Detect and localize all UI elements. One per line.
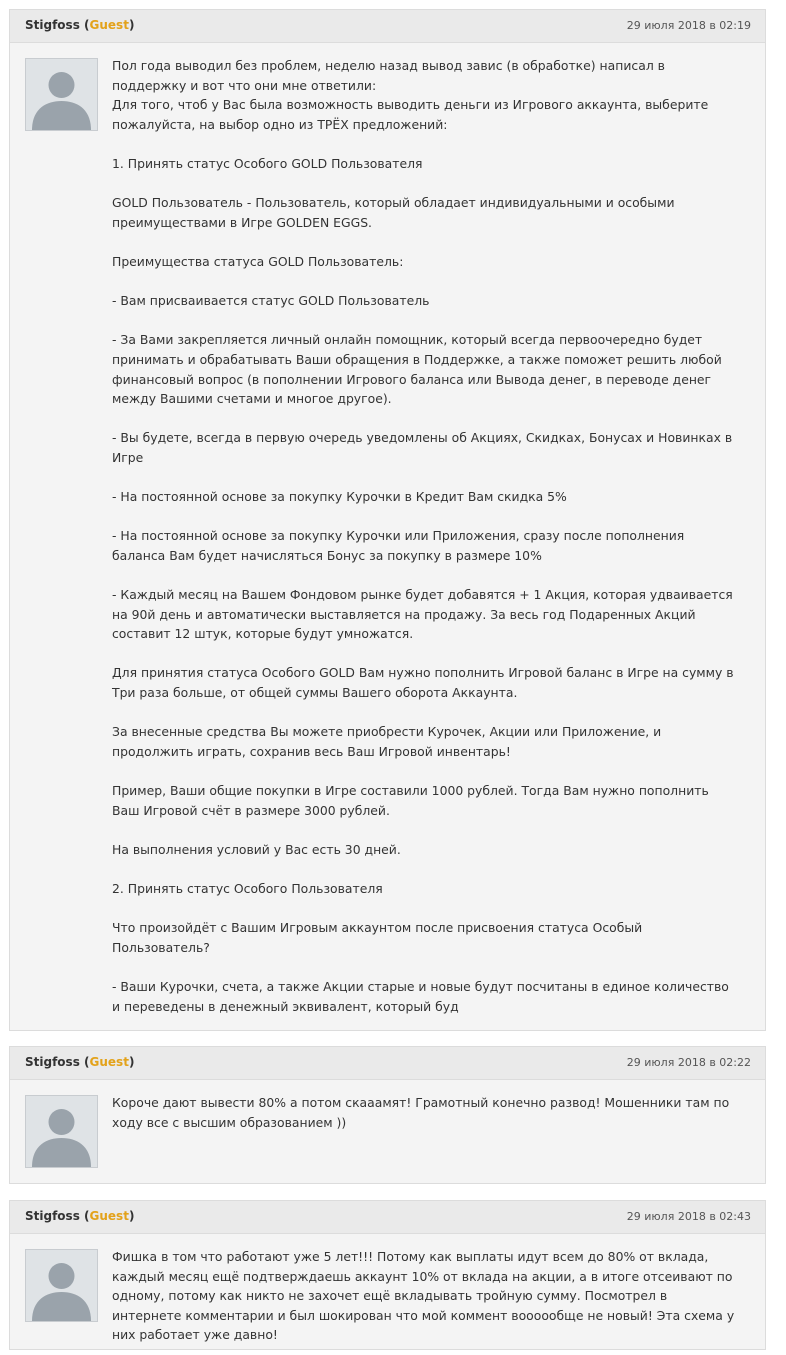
comment-post: [9, 9, 766, 1031]
post-header: [10, 1201, 765, 1234]
text-line: [112, 565, 749, 585]
text-line: Ваш Игровой счёт в размере 3000 рублей.: [112, 802, 390, 818]
text-line: [112, 820, 749, 840]
text-line: между Вашими счетами и многое другое).: [112, 391, 392, 407]
avatar[interactable]: [25, 1249, 98, 1322]
text-line: - Вы будете, всегда в первую очередь уведомлены об Акциях, Скидках, Бонусах и Новинках в: [112, 430, 733, 446]
user-role: Guest: [89, 1055, 129, 1069]
text-line: [112, 272, 749, 292]
author-name[interactable]: Stigfoss (Guest): [25, 18, 135, 32]
post-header: [10, 10, 765, 43]
text-line: составит 12 штук, которые будут умножатся.: [112, 626, 414, 642]
avatar[interactable]: [25, 1095, 98, 1168]
user-role: Guest: [89, 1209, 129, 1223]
comment-post: [9, 1200, 766, 1350]
text-line: поддержку и вот что они мне ответили:: [112, 77, 377, 93]
text-line: Пример, Ваши общие покупки в Игре составили 1000 рублей. Тогда Вам нужно пополнить: [112, 782, 709, 798]
post-date: 29 июля 2018 в 02:22: [626, 1056, 751, 1069]
avatar[interactable]: [25, 58, 98, 131]
text-line: Пол года выводил без проблем, неделю назад вывод завис (в обработке) написал в: [112, 58, 665, 73]
author-name[interactable]: Stigfoss (Guest): [25, 1055, 135, 1069]
text-line: - Ваши Курочки, счета, а также Акции старые и новые будут посчитаны в единое количество: [112, 978, 729, 994]
text-line: Что произойдёт с Вашим Игровым аккаунтом после присвоения статуса Особый: [112, 920, 643, 936]
text-line: GOLD Пользователь - Пользователь, который обладает индивидуальными и особыми: [112, 195, 675, 211]
post-text: [112, 1247, 749, 1345]
text-line: интернете комментарии и был шокирован что мой коммент воооообще не новый! Эта схема у: [112, 1307, 735, 1323]
text-line: 1. Принять статус Особого GOLD Пользователя: [112, 155, 423, 171]
text-line: [112, 134, 749, 154]
text-line: - На постоянной основе за покупку Курочки в Кредит Вам скидка 5%: [112, 489, 567, 505]
text-line: - За Вами закрепляется личный онлайн помощник, который всегда первоочередно будет: [112, 332, 703, 348]
text-line: Для принятия статуса Особого GOLD Вам нужно пополнить Игровой баланс в Игре на сумму в: [112, 665, 734, 681]
user-role: Guest: [89, 18, 129, 32]
text-line: [112, 859, 749, 879]
post-date: 29 июля 2018 в 02:43: [626, 1210, 751, 1223]
text-line: - Каждый месяц на Вашем Фондовом рынке будет добавятся + 1 Акция, которая удваивается: [112, 587, 733, 603]
text-line: [112, 507, 749, 527]
text-line: - Вам присваивается статус GOLD Пользователь: [112, 293, 430, 309]
text-line: На выполнения условий у Вас есть 30 дней.: [112, 841, 401, 857]
text-line: принимать и обрабатывать Ваши обращения в Поддержке, а также поможет решить любой: [112, 351, 722, 367]
comment-post: [9, 1046, 766, 1184]
text-line: одному, потому как никто не захочет ещё вкладывать тройную сумму. Посмотрел в: [112, 1288, 668, 1304]
user-silhouette-icon: [26, 1250, 97, 1321]
post-text: [112, 56, 749, 1016]
text-line: каждый месяц ещё подтверждаешь аккаунт 10% от вклада на акции, а в итоге отсеивают по: [112, 1268, 733, 1284]
text-line: Фишка в том что работают уже 5 лет!!! Потому как выплаты идут всем до 80% от вклада,: [112, 1249, 709, 1264]
text-line: баланса Вам будет начисляться Бонус за покупку в размере 10%: [112, 547, 542, 563]
user-silhouette-icon: [26, 1096, 97, 1167]
text-line: [112, 174, 749, 194]
text-line: ходу все с высшим образованием )): [112, 1114, 347, 1130]
text-line: 2. Принять статус Особого Пользователя: [112, 880, 383, 896]
author-name[interactable]: Stigfoss (Guest): [25, 1209, 135, 1223]
text-line: продолжить играть, сохранив весь Ваш Игровой инвентарь!: [112, 743, 511, 759]
user-silhouette-icon: [26, 59, 97, 130]
text-line: [112, 467, 749, 487]
text-line: на 90й день и автоматически выставляется на продажу. За весь год Подаренных Акций: [112, 606, 696, 622]
text-line: - На постоянной основе за покупку Курочки или Приложения, сразу после пополнения: [112, 528, 685, 544]
post-text: [112, 1093, 749, 1132]
text-line: финансовый вопрос (в пополнении Игрового баланса или Вывода денег, в переводе денег: [112, 371, 712, 387]
text-line: [112, 644, 749, 664]
text-line: [112, 703, 749, 723]
text-line: Пользователь?: [112, 939, 210, 955]
text-line: Короче дают вывести 80% а потом скааамят! Грамотный конечно развод! Мошенники там по: [112, 1095, 730, 1110]
text-line: [112, 957, 749, 977]
text-line: Игре: [112, 449, 144, 465]
text-line: За внесенные средства Вы можете приобрести Курочек, Акции или Приложение, и: [112, 724, 662, 740]
text-line: [112, 761, 749, 781]
text-line: и переведены в денежный эквивалент, который буд: [112, 998, 459, 1014]
text-line: Преимущества статуса GOLD Пользователь:: [112, 253, 404, 269]
text-line: Для того, чтоб у Вас была возможность выводить деньги из Игрового аккаунта, выберите: [112, 97, 709, 113]
text-line: пожалуйста, на выбор одно из ТРЁХ предложений:: [112, 116, 448, 132]
text-line: преимуществами в Игре GOLDEN EGGS.: [112, 214, 372, 230]
text-line: [112, 899, 749, 919]
text-line: [112, 409, 749, 429]
text-line: них работает уже давно!: [112, 1327, 278, 1343]
post-date: 29 июля 2018 в 02:19: [626, 19, 751, 32]
text-line: [112, 311, 749, 331]
text-line: [112, 232, 749, 252]
text-line: Три раза больше, от общей суммы Вашего оборота Аккаунта.: [112, 685, 518, 700]
post-header: [10, 1047, 765, 1080]
